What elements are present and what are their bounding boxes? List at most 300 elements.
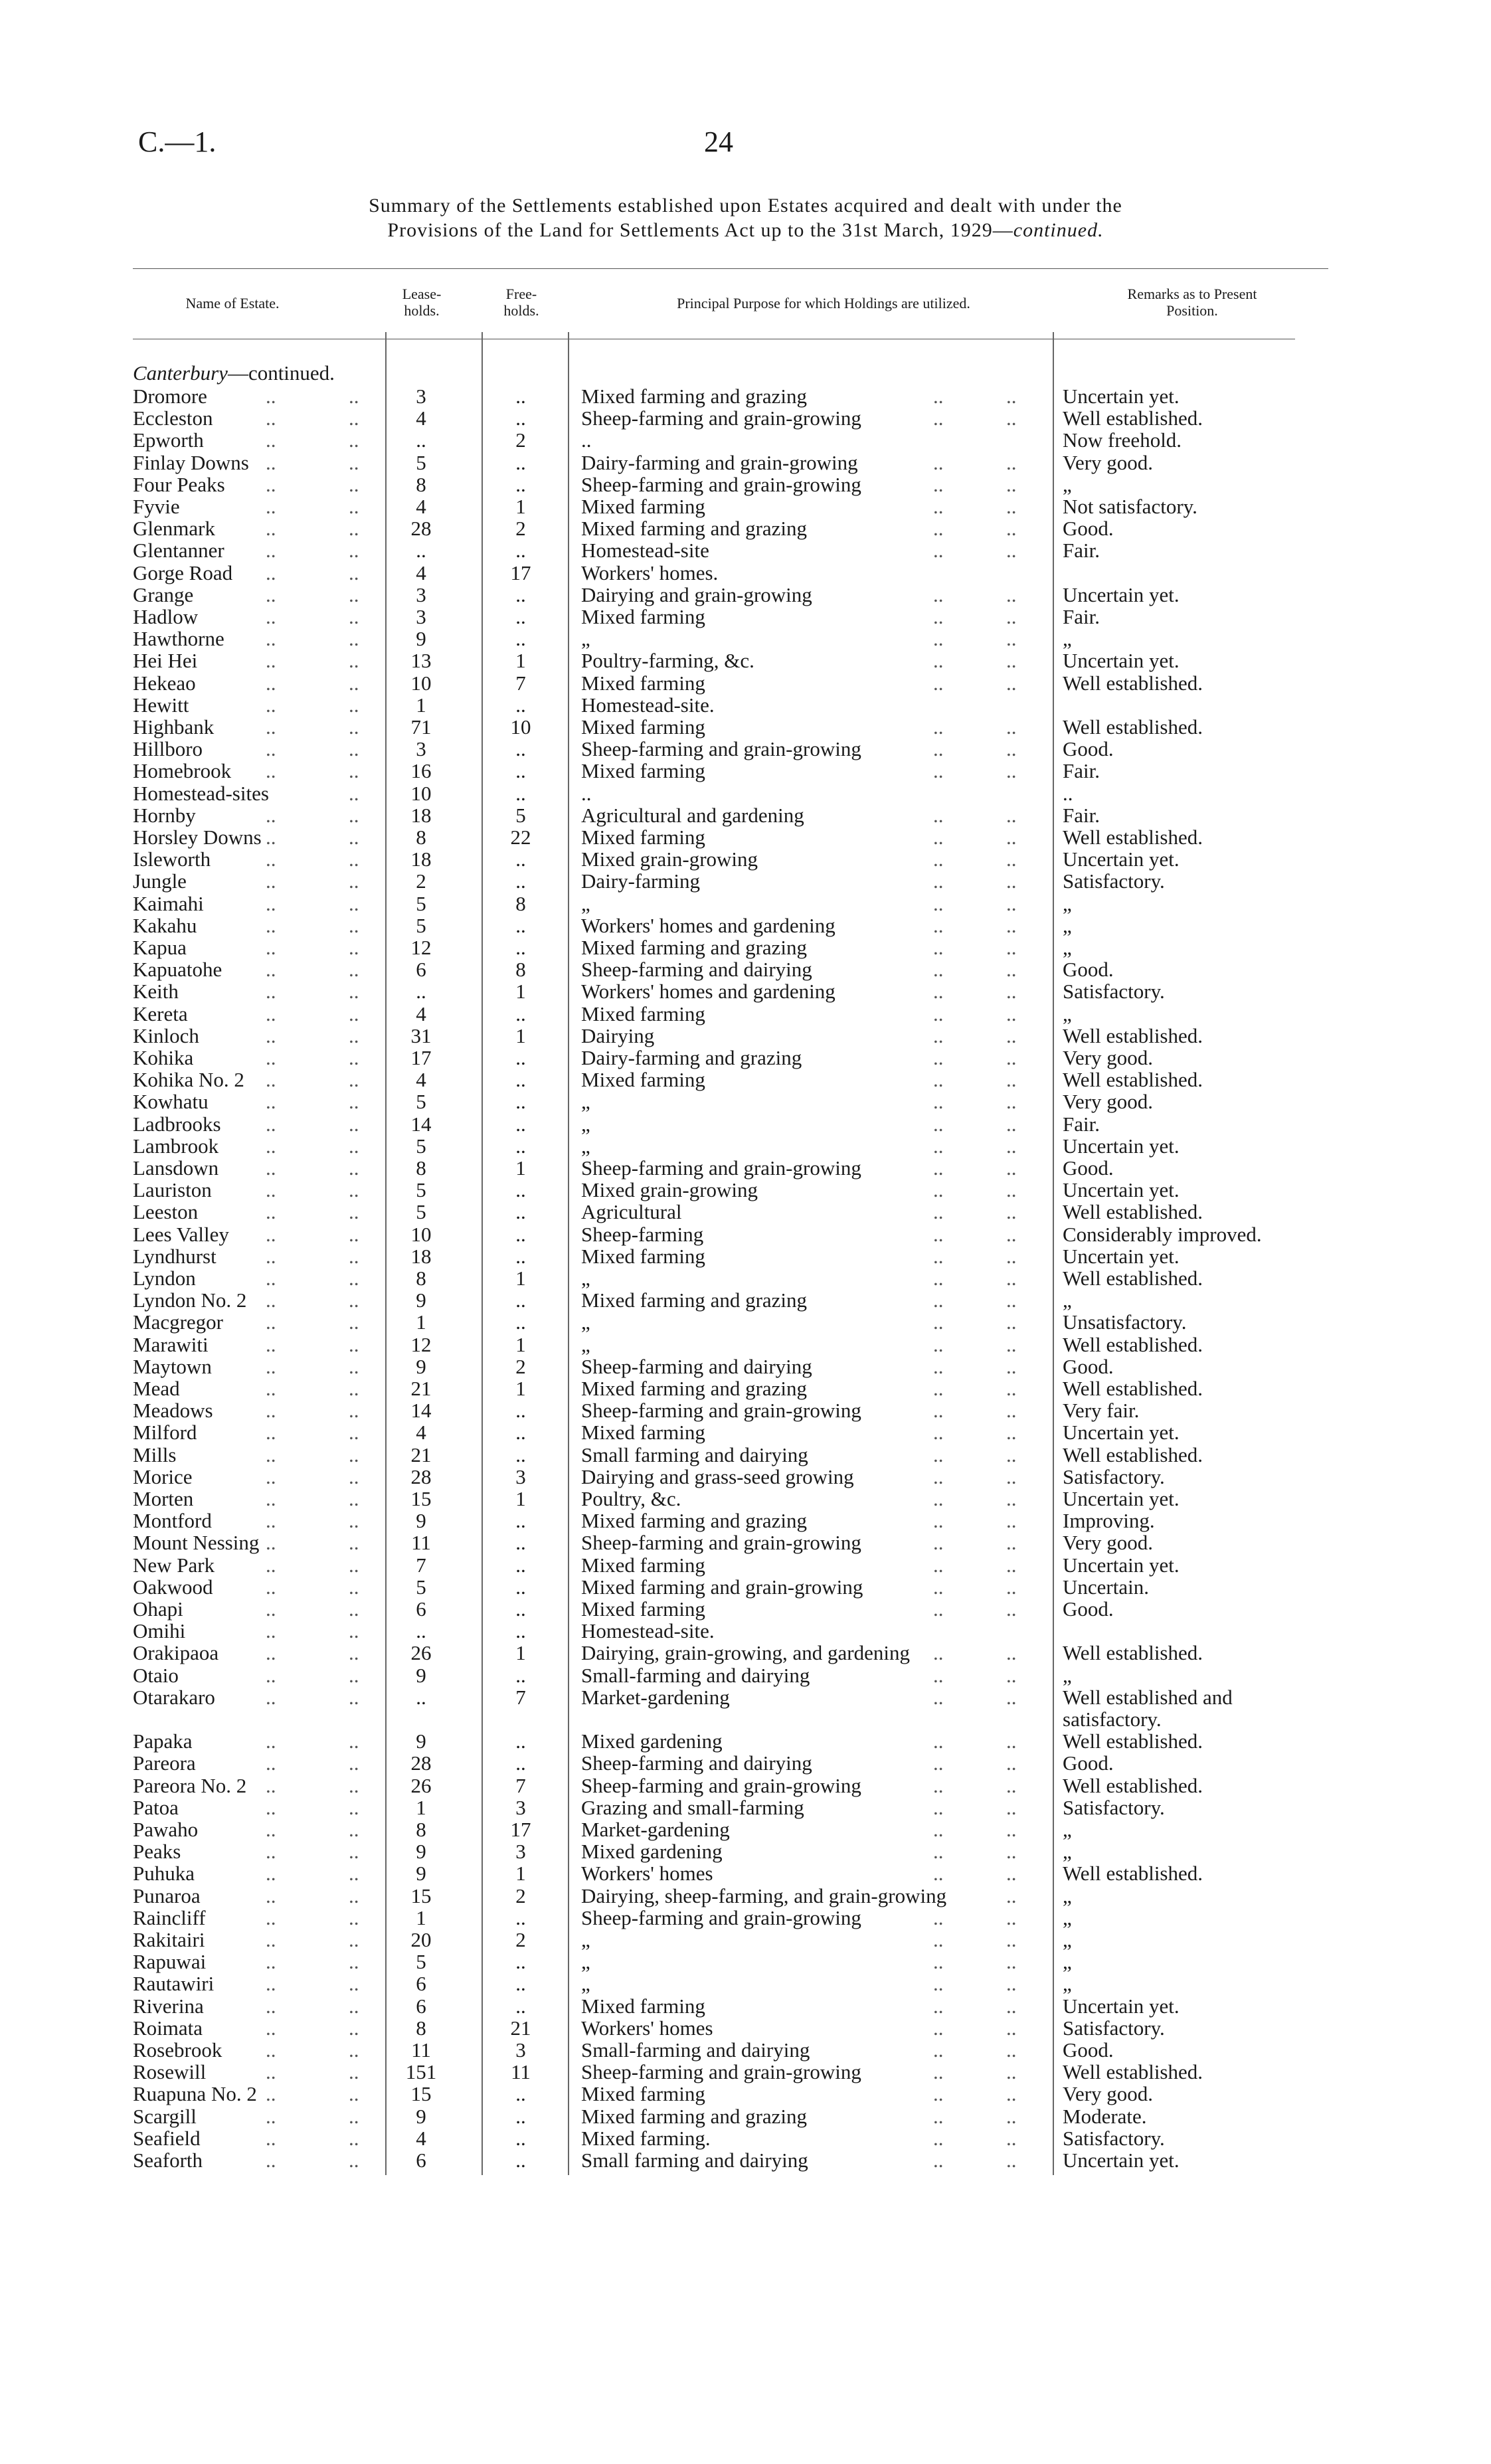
table-row xyxy=(0,782,1491,804)
leader-dots: .. xyxy=(349,1972,359,1996)
freeholds-cell: .. xyxy=(515,450,526,474)
leader-dots: .. xyxy=(266,980,276,1004)
freeholds-cell: .. xyxy=(515,406,526,430)
leader-dots: .. xyxy=(349,671,359,695)
leader-dots: .. xyxy=(266,517,276,541)
estate-name: Lyndon xyxy=(133,1267,196,1290)
table-row xyxy=(0,1179,1491,1201)
leader-dots: .. xyxy=(349,737,359,761)
estate-name: Rosewill xyxy=(133,2060,207,2084)
table-row xyxy=(0,826,1491,848)
table-row xyxy=(0,804,1491,826)
table-row xyxy=(0,980,1491,1002)
leaseholds-cell: 71 xyxy=(410,715,432,739)
purpose-cell: Sheep-farming and grain-growing xyxy=(581,2060,861,2084)
leader-dots: .. xyxy=(349,385,359,408)
table-row xyxy=(0,1311,1491,1333)
leader-dots: .. xyxy=(266,737,276,761)
purpose-cell: Dairying and grain-growing xyxy=(581,582,812,606)
leader-dots: .. xyxy=(1006,1509,1017,1533)
freeholds-cell: 7 xyxy=(515,1685,526,1709)
table-row xyxy=(0,936,1491,958)
leader-dots: .. xyxy=(1006,1112,1017,1136)
table-row xyxy=(0,2149,1491,2171)
purpose-cell: „ xyxy=(581,1134,590,1158)
leaseholds-cell: 14 xyxy=(410,1399,432,1423)
estate-name: Glenmark xyxy=(133,517,215,541)
table-row xyxy=(0,694,1491,716)
leader-dots: .. xyxy=(349,2104,359,2128)
freeholds-cell: .. xyxy=(515,605,526,628)
estate-name: Lyndon No. 2 xyxy=(133,1288,247,1312)
leader-dots: .. xyxy=(933,1288,944,1312)
leader-dots: .. xyxy=(349,958,359,982)
leaseholds-cell: 10 xyxy=(410,781,432,805)
remarks-cell: Uncertain. xyxy=(1063,1575,1149,1599)
leader-dots: .. xyxy=(1006,649,1017,673)
remarks-cell: „ xyxy=(1063,891,1072,915)
leaseholds-cell: 8 xyxy=(416,2016,426,2040)
estate-name: Otarakaro xyxy=(133,1685,215,1709)
leader-dots: .. xyxy=(266,1354,276,1378)
freeholds-cell: 1 xyxy=(515,1377,526,1400)
leader-dots: .. xyxy=(933,759,944,783)
purpose-cell: Poultry, &c. xyxy=(581,1487,681,1510)
header-remarks-1: Remarks as to Present xyxy=(1127,286,1257,302)
table-row xyxy=(0,650,1491,671)
leaseholds-cell: 5 xyxy=(416,1178,426,1202)
remarks-cell: Uncertain yet. xyxy=(1063,385,1180,408)
freeholds-cell: 17 xyxy=(510,1818,531,1841)
header-principal-purpose: Principal Purpose for which Holdings are utilized. xyxy=(677,295,970,311)
freeholds-cell: .. xyxy=(515,781,526,805)
leaseholds-cell: 9 xyxy=(416,1862,426,1886)
leader-dots: .. xyxy=(266,472,276,496)
leader-dots: .. xyxy=(266,1663,276,1687)
remarks-cell: Now freehold. xyxy=(1063,428,1182,452)
remarks-cell: Uncertain yet. xyxy=(1063,1244,1180,1268)
title-text-1: Summary of the Settlements established upon Estates acquired and dealt with under the xyxy=(369,195,1122,217)
leader-dots: .. xyxy=(1006,1068,1017,1092)
estate-name: Pareora xyxy=(133,1751,196,1775)
leaseholds-cell: 9 xyxy=(416,1663,426,1687)
remarks-cell: Improving. xyxy=(1063,1509,1155,1533)
leader-dots: .. xyxy=(933,1310,944,1334)
table-row xyxy=(0,1069,1491,1091)
document-reference: C.—1. xyxy=(138,126,217,158)
leader-dots: .. xyxy=(349,913,359,937)
leaseholds-cell: 20 xyxy=(410,1928,432,1951)
leader-dots: .. xyxy=(266,1023,276,1047)
purpose-cell: Agricultural and gardening xyxy=(581,803,804,827)
leader-dots: .. xyxy=(266,1487,276,1510)
purpose-cell: Mixed farming xyxy=(581,1068,705,1092)
leader-dots: .. xyxy=(349,1244,359,1268)
leader-dots: .. xyxy=(933,1641,944,1665)
leader-dots: .. xyxy=(933,1575,944,1599)
estate-name: Kowhatu xyxy=(133,1090,209,1114)
leader-dots: .. xyxy=(933,2038,944,2062)
leaseholds-cell: 5 xyxy=(416,1575,426,1599)
leader-dots: .. xyxy=(266,1553,276,1577)
leader-dots: .. xyxy=(349,2016,359,2040)
purpose-cell: Mixed farming and grazing xyxy=(581,936,808,959)
freeholds-cell: .. xyxy=(515,1575,526,1599)
leader-dots: .. xyxy=(1006,1597,1017,1621)
table-row xyxy=(0,1135,1491,1157)
estate-name: Gorge Road xyxy=(133,561,233,584)
leaseholds-cell: 1 xyxy=(416,1795,426,1819)
leader-dots: .. xyxy=(933,1443,944,1466)
table-row xyxy=(0,1554,1491,1576)
remarks-cell: „ xyxy=(1063,1884,1072,1907)
remarks-cell: Good. xyxy=(1063,1751,1114,1775)
table-row xyxy=(0,1664,1491,1686)
leader-dots: .. xyxy=(266,1112,276,1136)
leader-dots: .. xyxy=(1006,1773,1017,1797)
freeholds-cell: .. xyxy=(515,1134,526,1158)
remarks-cell: Uncertain yet. xyxy=(1063,1178,1180,1202)
leader-dots: .. xyxy=(933,1332,944,1356)
leader-dots: .. xyxy=(266,1509,276,1533)
leader-dots: .. xyxy=(349,1597,359,1621)
table-row xyxy=(0,1399,1491,1421)
table-row xyxy=(0,1245,1491,1267)
leader-dots: .. xyxy=(266,406,276,430)
estate-name: Fyvie xyxy=(133,495,180,518)
remarks-cell: Well established. xyxy=(1063,1267,1203,1290)
purpose-cell: Workers' homes xyxy=(581,1862,713,1886)
leader-dots: .. xyxy=(933,1773,944,1797)
remarks-cell: Satisfactory. xyxy=(1063,869,1165,893)
leaseholds-cell: 5 xyxy=(416,1200,426,1224)
table-row xyxy=(0,1686,1491,1708)
leader-dots: .. xyxy=(349,1112,359,1136)
table-row xyxy=(0,1356,1491,1377)
estate-name: Homebrook xyxy=(133,759,232,783)
purpose-cell: Mixed gardening xyxy=(581,1729,723,1753)
purpose-cell: Mixed farming and grazing xyxy=(581,2104,808,2128)
leader-dots: .. xyxy=(1006,1553,1017,1577)
header-top-rule xyxy=(133,268,1328,269)
estate-name: Keith xyxy=(133,980,179,1004)
estate-name: Otaio xyxy=(133,1663,179,1687)
leader-dots: .. xyxy=(349,1068,359,1092)
leader-dots: .. xyxy=(933,1928,944,1951)
remarks-cell: .. xyxy=(1063,781,1073,805)
freeholds-cell: 2 xyxy=(515,428,526,452)
freeholds-cell: 1 xyxy=(515,1023,526,1047)
leaseholds-cell: 5 xyxy=(416,1134,426,1158)
leader-dots: .. xyxy=(349,582,359,606)
remarks-cell: Well established. xyxy=(1063,1377,1203,1400)
leader-dots: .. xyxy=(349,1773,359,1797)
table-row xyxy=(0,1995,1491,2017)
leader-dots: .. xyxy=(1006,2060,1017,2084)
leader-dots: .. xyxy=(349,1840,359,1864)
leaseholds-cell: 21 xyxy=(410,1377,432,1400)
estate-name: Omihi xyxy=(133,1619,186,1643)
leader-dots: .. xyxy=(933,980,944,1004)
leader-dots: .. xyxy=(266,913,276,937)
leader-dots: .. xyxy=(933,1729,944,1753)
estate-name: Punaroa xyxy=(133,1884,201,1907)
leader-dots: .. xyxy=(1006,936,1017,959)
leader-dots: .. xyxy=(266,1928,276,1951)
remarks-cell: Moderate. xyxy=(1063,2104,1147,2128)
estate-name: Macgregor xyxy=(133,1310,223,1334)
leader-dots: .. xyxy=(266,561,276,584)
leader-dots: .. xyxy=(1006,1928,1017,1951)
estate-name: Lauriston xyxy=(133,1178,212,1202)
remarks-cell: Well established. xyxy=(1063,1200,1203,1224)
estate-name: Milford xyxy=(133,1421,197,1445)
purpose-cell: Small-farming and dairying xyxy=(581,2038,810,2062)
purpose-cell: Sheep-farming and grain-growing xyxy=(581,1905,861,1929)
estate-name: Lyndhurst xyxy=(133,1244,217,1268)
leader-dots: .. xyxy=(349,605,359,628)
estate-name: Hadlow xyxy=(133,605,199,628)
freeholds-cell: 1 xyxy=(515,1641,526,1665)
leaseholds-cell: 5 xyxy=(416,1090,426,1114)
leader-dots: .. xyxy=(266,671,276,695)
estate-name: Hewitt xyxy=(133,693,189,717)
leader-dots: .. xyxy=(1006,1200,1017,1224)
purpose-cell: Mixed farming and grazing xyxy=(581,1509,808,1533)
freeholds-cell: 17 xyxy=(510,561,531,584)
leader-dots: .. xyxy=(349,693,359,717)
purpose-cell: Mixed grain-growing xyxy=(581,847,758,871)
estate-name: Glentanner xyxy=(133,539,224,563)
freeholds-cell: 10 xyxy=(510,715,531,739)
leader-dots: .. xyxy=(266,1818,276,1841)
estate-name: Montford xyxy=(133,1509,212,1533)
remarks-cell: Not satisfactory. xyxy=(1063,495,1197,518)
leader-dots: .. xyxy=(349,1553,359,1577)
leader-dots: .. xyxy=(266,2060,276,2084)
table-row xyxy=(0,1003,1491,1025)
leader-dots: .. xyxy=(1006,1090,1017,1114)
leader-dots: .. xyxy=(349,1795,359,1819)
leaseholds-cell: 18 xyxy=(410,847,432,871)
estate-name: Kapua xyxy=(133,936,187,959)
purpose-cell: Dairying, grain-growing, and gardening xyxy=(581,1641,911,1665)
leaseholds-cell: 26 xyxy=(410,1773,432,1797)
purpose-cell: „ xyxy=(581,1267,590,1290)
estate-name: Morten xyxy=(133,1487,194,1510)
freeholds-cell: 1 xyxy=(515,1862,526,1886)
leaseholds-cell: 5 xyxy=(416,891,426,915)
leader-dots: .. xyxy=(349,759,359,783)
leader-dots: .. xyxy=(1006,385,1017,408)
remarks-cell: Well established. xyxy=(1063,1729,1203,1753)
leader-dots: .. xyxy=(933,1862,944,1886)
leader-dots: .. xyxy=(1006,913,1017,937)
leaseholds-cell: 9 xyxy=(416,1729,426,1753)
table-row xyxy=(0,1510,1491,1532)
estate-name: Marawiti xyxy=(133,1332,209,1356)
header-freeholds xyxy=(488,286,555,319)
leaseholds-cell: 8 xyxy=(416,472,426,496)
leader-dots: .. xyxy=(1006,1156,1017,1180)
leaseholds-cell: 6 xyxy=(416,1597,426,1621)
leader-dots: .. xyxy=(266,1905,276,1929)
leader-dots: .. xyxy=(349,1928,359,1951)
leader-dots: .. xyxy=(1006,1905,1017,1929)
remarks-cell: Very good. xyxy=(1063,1046,1154,1069)
freeholds-cell: .. xyxy=(515,1729,526,1753)
remarks-cell: „ xyxy=(1063,1950,1072,1974)
freeholds-cell: 3 xyxy=(515,1795,526,1819)
leader-dots: .. xyxy=(266,605,276,628)
leader-dots: .. xyxy=(266,539,276,563)
freeholds-cell: .. xyxy=(515,1002,526,1025)
freeholds-cell: .. xyxy=(515,1443,526,1466)
remarks-cell: Well established. xyxy=(1063,1332,1203,1356)
leaseholds-cell: 10 xyxy=(410,1222,432,1246)
freeholds-cell: .. xyxy=(515,2126,526,2150)
leader-dots: .. xyxy=(266,1575,276,1599)
leader-dots: .. xyxy=(1006,1288,1017,1312)
leader-dots: .. xyxy=(1006,1046,1017,1069)
table-row xyxy=(0,760,1491,782)
leader-dots: .. xyxy=(933,1222,944,1246)
leader-dots: .. xyxy=(266,495,276,518)
purpose-cell: Poultry-farming, &c. xyxy=(581,649,754,673)
freeholds-cell: 22 xyxy=(510,826,531,849)
remarks-cell: „ xyxy=(1063,1288,1072,1312)
remarks-cell: Satisfactory. xyxy=(1063,1795,1165,1819)
purpose-cell: Sheep-farming xyxy=(581,1222,704,1246)
leader-dots: .. xyxy=(1006,1663,1017,1687)
freeholds-cell: 2 xyxy=(515,517,526,541)
purpose-cell: „ xyxy=(581,1310,590,1334)
leader-dots: .. xyxy=(266,1795,276,1819)
leaseholds-cell: 9 xyxy=(416,1354,426,1378)
header-name-of-estate: Name of Estate. xyxy=(185,295,280,311)
leader-dots: .. xyxy=(349,936,359,959)
remarks-cell: Very good. xyxy=(1063,450,1154,474)
purpose-cell: Mixed farming and grazing xyxy=(581,385,808,408)
leader-dots: .. xyxy=(933,847,944,871)
remarks-cell: „ xyxy=(1063,913,1072,937)
table-row xyxy=(0,1973,1491,1994)
estate-name: Rautawiri xyxy=(133,1972,215,1996)
leaseholds-cell: 8 xyxy=(416,826,426,849)
estate-name: Mount Nessing xyxy=(133,1531,260,1555)
freeholds-cell: 1 xyxy=(515,1156,526,1180)
table-row xyxy=(0,1421,1491,1443)
purpose-cell: Mixed farming and grazing xyxy=(581,1377,808,1400)
leader-dots: .. xyxy=(933,385,944,408)
page-number: 24 xyxy=(704,126,733,158)
leader-dots: .. xyxy=(1006,1950,1017,1974)
leader-dots: .. xyxy=(1006,715,1017,739)
leaseholds-cell: 28 xyxy=(410,1464,432,1488)
table-row xyxy=(0,2017,1491,2039)
freeholds-cell: 3 xyxy=(515,1464,526,1488)
remarks-cell: Well established. xyxy=(1063,671,1203,695)
leader-dots: .. xyxy=(266,936,276,959)
leader-dots: .. xyxy=(933,936,944,959)
leader-dots: .. xyxy=(349,826,359,849)
leaseholds-cell: 8 xyxy=(416,1156,426,1180)
estate-name: Hawthorne xyxy=(133,627,224,651)
leader-dots: .. xyxy=(933,913,944,937)
leader-dots: .. xyxy=(933,803,944,827)
leader-dots: .. xyxy=(1006,495,1017,518)
leader-dots: .. xyxy=(1006,406,1017,430)
purpose-cell: Dairying xyxy=(581,1023,655,1047)
freeholds-cell: .. xyxy=(515,2082,526,2106)
table-row xyxy=(0,1289,1491,1311)
purpose-cell: Market-gardening xyxy=(581,1685,730,1709)
leader-dots: .. xyxy=(1006,1443,1017,1466)
leaseholds-cell: 9 xyxy=(416,627,426,651)
leader-dots: .. xyxy=(349,803,359,827)
leader-dots: .. xyxy=(1006,847,1017,871)
leader-dots: .. xyxy=(349,1090,359,1114)
leader-dots: .. xyxy=(933,1200,944,1224)
leader-dots: .. xyxy=(349,2060,359,2084)
table-row xyxy=(0,958,1491,980)
leader-dots: .. xyxy=(1006,1464,1017,1488)
table-row xyxy=(0,1334,1491,1356)
leader-dots: .. xyxy=(266,1862,276,1886)
remarks-cell: „ xyxy=(1063,1663,1072,1687)
leader-dots: .. xyxy=(266,2082,276,2106)
table-row xyxy=(0,1862,1491,1884)
leader-dots: .. xyxy=(1006,1840,1017,1864)
leader-dots: .. xyxy=(266,803,276,827)
estate-name: Isleworth xyxy=(133,847,211,871)
leaseholds-cell: 9 xyxy=(416,1288,426,1312)
table-row xyxy=(0,1576,1491,1598)
purpose-cell: Mixed farming xyxy=(581,495,705,518)
remarks-cell: Fair. xyxy=(1063,539,1100,563)
table-row xyxy=(0,1752,1491,1774)
leader-dots: .. xyxy=(266,958,276,982)
table-row xyxy=(0,1907,1491,1929)
header-leaseholds-2: holds. xyxy=(404,302,440,319)
table-row xyxy=(0,474,1491,495)
purpose-cell: Mixed farming. xyxy=(581,2126,711,2150)
leader-dots: .. xyxy=(266,826,276,849)
remarks-cell: Well established. xyxy=(1063,1773,1203,1797)
header-leaseholds xyxy=(389,286,455,319)
purpose-cell: .. xyxy=(581,781,592,805)
leader-dots: .. xyxy=(1006,1399,1017,1423)
leader-dots: .. xyxy=(1006,891,1017,915)
remarks-cell: satisfactory. xyxy=(1063,1708,1162,1731)
leader-dots: .. xyxy=(1006,737,1017,761)
freeholds-cell: .. xyxy=(515,1046,526,1069)
remarks-cell: „ xyxy=(1063,1928,1072,1951)
freeholds-cell: .. xyxy=(515,1090,526,1114)
leader-dots: .. xyxy=(349,1905,359,1929)
table-row xyxy=(0,584,1491,606)
leader-dots: .. xyxy=(933,1950,944,1974)
leader-dots: .. xyxy=(266,1884,276,1907)
remarks-cell: Well established and xyxy=(1063,1685,1233,1709)
leader-dots: .. xyxy=(266,1090,276,1114)
leader-dots: .. xyxy=(266,1332,276,1356)
leaseholds-cell: 4 xyxy=(416,406,426,430)
leader-dots: .. xyxy=(1006,517,1017,541)
estate-name: Finlay Downs xyxy=(133,450,249,474)
leaseholds-cell: 28 xyxy=(410,517,432,541)
table-row xyxy=(0,1047,1491,1069)
